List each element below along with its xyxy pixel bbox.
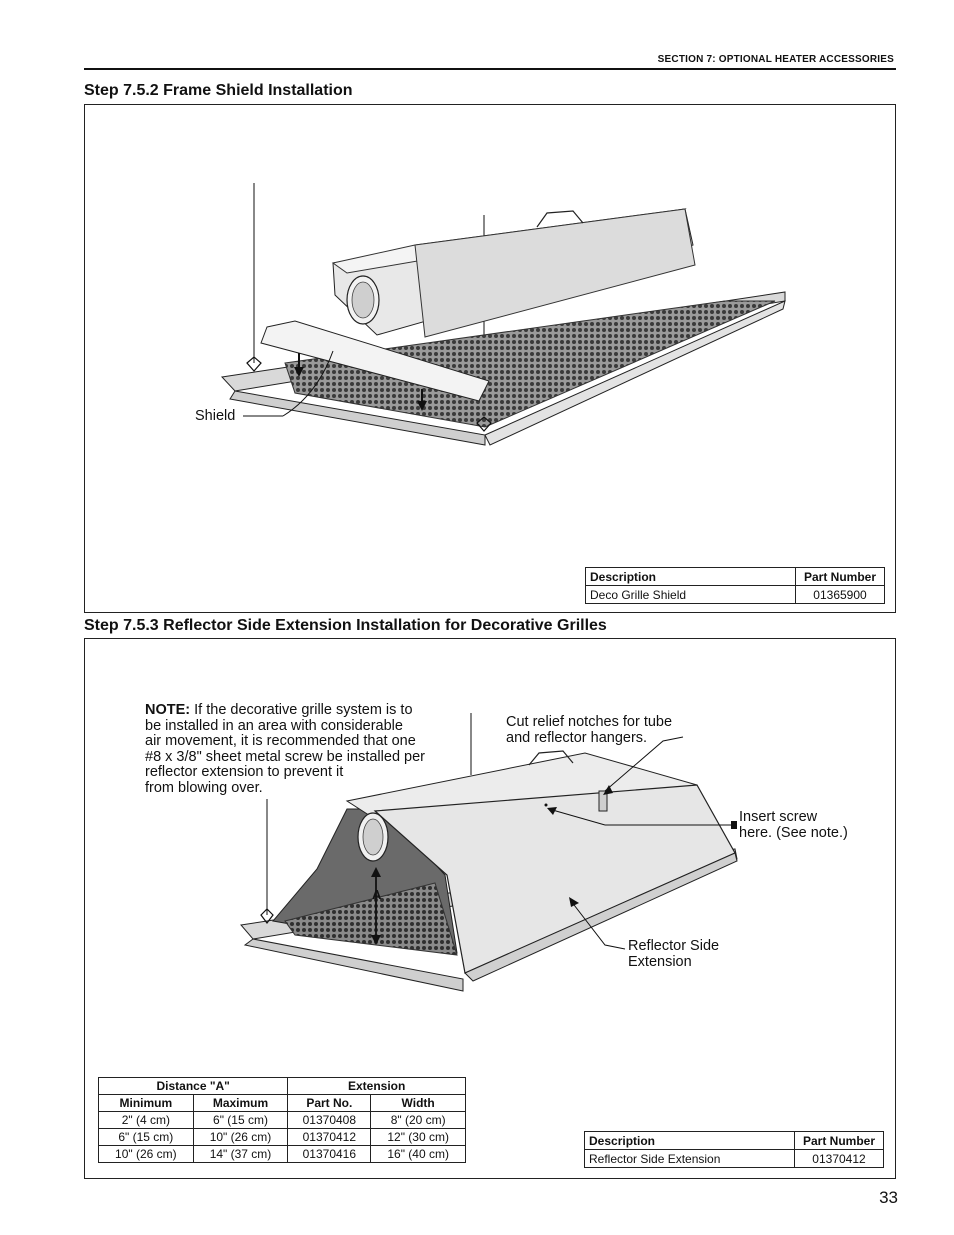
table-row xyxy=(586,586,885,604)
page-number: 33 xyxy=(879,1188,898,1207)
parts-table-header-description: Description xyxy=(586,568,796,586)
parts-table-header-row xyxy=(586,568,885,586)
note-line-4: #8 x 3/8" sheet metal screw be installed per xyxy=(145,748,425,765)
frame-shield-illustration xyxy=(85,105,895,612)
parts-table-cell-description: Deco Grille Shield xyxy=(586,586,796,604)
callout-relief-notches xyxy=(506,715,672,746)
distance-table-header-maximum: Maximum xyxy=(193,1095,288,1112)
distance-cell: 10" (26 cm) xyxy=(99,1146,194,1163)
callout-relief-notches-line-2: and reflector hangers. xyxy=(506,729,648,746)
callout-reflector-side-extension xyxy=(628,939,719,970)
distance-cell: 6" (15 cm) xyxy=(99,1129,194,1146)
reflector-extension-panel xyxy=(84,638,896,1179)
distance-table-group-distance: Distance "A" xyxy=(99,1078,288,1095)
parts-table-reflector-extension xyxy=(584,1131,884,1168)
distance-table-group-extension: Extension xyxy=(288,1078,466,1095)
distance-cell: 01370408 xyxy=(288,1112,371,1129)
callout-insert-screw-line-2: here. (See note.) xyxy=(739,824,848,841)
distance-table-header-minimum: Minimum xyxy=(99,1095,194,1112)
parts-table-cell-part-number: 01370412 xyxy=(795,1150,884,1168)
distance-cell: 01370412 xyxy=(288,1129,371,1146)
callout-shield: Shield xyxy=(195,408,236,424)
distance-cell: 14" (37 cm) xyxy=(193,1146,288,1163)
table-row xyxy=(99,1112,466,1129)
distance-table-sub-header-row xyxy=(99,1095,466,1112)
parts-table-header-description: Description xyxy=(585,1132,795,1150)
callout-insert-screw-line-1: Insert screw xyxy=(739,809,818,825)
section-header-text: SECTION 7: OPTIONAL HEATER ACCESSORIES xyxy=(657,54,894,65)
note-line-1: If the decorative grille system is to xyxy=(190,702,413,718)
note-line-2: be installed in an area with considerable xyxy=(145,717,403,734)
callout-reflector-line-1: Reflector Side xyxy=(628,938,720,954)
parts-table-header-part-number: Part Number xyxy=(795,1132,884,1150)
dimension-a-label: A xyxy=(372,887,382,902)
parts-table-cell-part-number: 01365900 xyxy=(796,586,885,604)
distance-cell: 2" (4 cm) xyxy=(99,1112,194,1129)
note-label: NOTE: xyxy=(145,702,191,718)
step-title-reflector-extension: Step 7.5.3 Reflector Side Extension Installation for Decorative Grilles xyxy=(84,617,607,634)
callout-reflector-line-2: Extension xyxy=(628,953,692,970)
distance-table-group-header-row xyxy=(99,1078,466,1095)
table-row xyxy=(99,1129,466,1146)
note-line-5: reflector extension to prevent it xyxy=(145,764,344,781)
distance-cell: 8" (20 cm) xyxy=(371,1112,466,1129)
table-row xyxy=(585,1150,884,1168)
table-row xyxy=(99,1146,466,1163)
distance-table-header-part-no: Part No. xyxy=(288,1095,371,1112)
distance-extension-table xyxy=(98,1077,466,1163)
frame-shield-panel xyxy=(84,104,896,613)
distance-cell: 01370416 xyxy=(288,1146,371,1163)
note-line-3: air movement, it is recommended that one xyxy=(145,733,416,750)
note-line-6: from blowing over. xyxy=(145,779,263,796)
callout-relief-notches-line-1: Cut relief notches for tube xyxy=(506,714,673,730)
callout-insert-screw xyxy=(739,810,848,841)
parts-table-header-row xyxy=(585,1132,884,1150)
distance-cell: 10" (26 cm) xyxy=(193,1129,288,1146)
parts-table-frame-shield xyxy=(585,567,885,604)
distance-cell: 6" (15 cm) xyxy=(193,1112,288,1129)
installation-note xyxy=(145,703,475,797)
distance-cell: 12" (30 cm) xyxy=(371,1129,466,1146)
step-title-frame-shield: Step 7.5.2 Frame Shield Installation xyxy=(84,82,353,99)
parts-table-cell-description: Reflector Side Extension xyxy=(585,1150,795,1168)
distance-cell: 16" (40 cm) xyxy=(371,1146,466,1163)
section-header xyxy=(658,54,894,65)
parts-table-header-part-number: Part Number xyxy=(796,568,885,586)
distance-table-header-width: Width xyxy=(371,1095,466,1112)
header-rule xyxy=(84,68,896,70)
